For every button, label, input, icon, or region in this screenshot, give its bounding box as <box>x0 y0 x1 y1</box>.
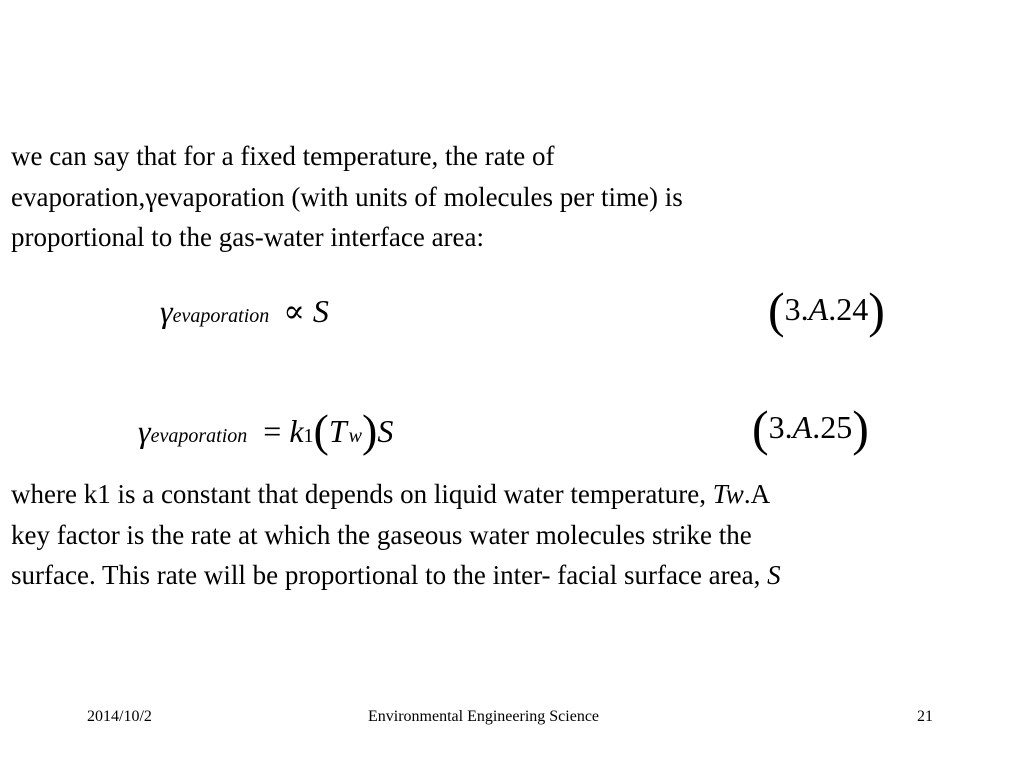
t-symbol: T <box>328 413 347 449</box>
close-paren: ) <box>361 405 378 456</box>
k-subscript: 1 <box>303 425 314 447</box>
gamma-symbol: γ <box>160 293 173 329</box>
evaporation-subscript: evaporation <box>172 305 270 327</box>
explanation-paragraph <box>11 474 781 596</box>
close-paren: ) <box>868 282 885 338</box>
eq-number-tail: .24 <box>828 291 869 327</box>
equals-operator: = <box>263 413 282 449</box>
footer-title: Environmental Engineering Science <box>368 708 600 725</box>
equation-3a25 <box>138 405 394 456</box>
explanation-line-2: key factor is the rate at which the gaseous water molecules strike the <box>11 519 752 550</box>
intro-line-3: proportional to the gas-water interface area: <box>11 222 485 252</box>
intro-line-1: we can say that for a fixed temperature, the rate of <box>11 141 555 171</box>
surface-area-symbol: S <box>312 293 329 329</box>
evaporation-subscript: evaporation <box>150 425 248 447</box>
explanation-line-1 <box>11 474 781 515</box>
eq-number-letter: A <box>792 409 813 445</box>
open-paren: ( <box>313 405 329 456</box>
eq-number-letter: A <box>808 291 829 327</box>
footer-date: 2014/10/2 <box>87 708 152 725</box>
tw-symbol: Tw <box>712 479 744 509</box>
explanation-line-1-text: where k1 is a constant that depends on liquid water temperature, <box>11 479 713 509</box>
intro-paragraph <box>11 136 683 258</box>
proportional-operator: ∝ <box>283 293 305 329</box>
equation-number-3a24 <box>768 282 885 338</box>
equation-number-3a25 <box>752 400 869 456</box>
eq-number-tail: .25 <box>812 409 853 445</box>
s-symbol: S <box>767 560 781 590</box>
gamma-symbol: γ <box>138 413 151 449</box>
equation-3a24 <box>160 292 329 330</box>
explanation-line-1-tail: .A <box>743 479 771 509</box>
surface-area-symbol: S <box>377 413 394 449</box>
explanation-line-3-text: surface. This rate will be proportional to the inter- facial surface area, <box>11 560 768 590</box>
close-paren: ) <box>852 400 869 456</box>
explanation-line-3 <box>11 555 781 596</box>
open-paren: ( <box>768 282 785 338</box>
w-subscript: w <box>348 425 362 447</box>
intro-line-2: evaporation,γevaporation (with units of molecules per time) is <box>11 181 683 212</box>
eq-number-lead: 3. <box>784 291 809 327</box>
open-paren: ( <box>752 400 769 456</box>
eq-number-lead: 3. <box>768 409 793 445</box>
k-symbol: k <box>289 413 304 449</box>
page-number: 21 <box>917 708 933 725</box>
